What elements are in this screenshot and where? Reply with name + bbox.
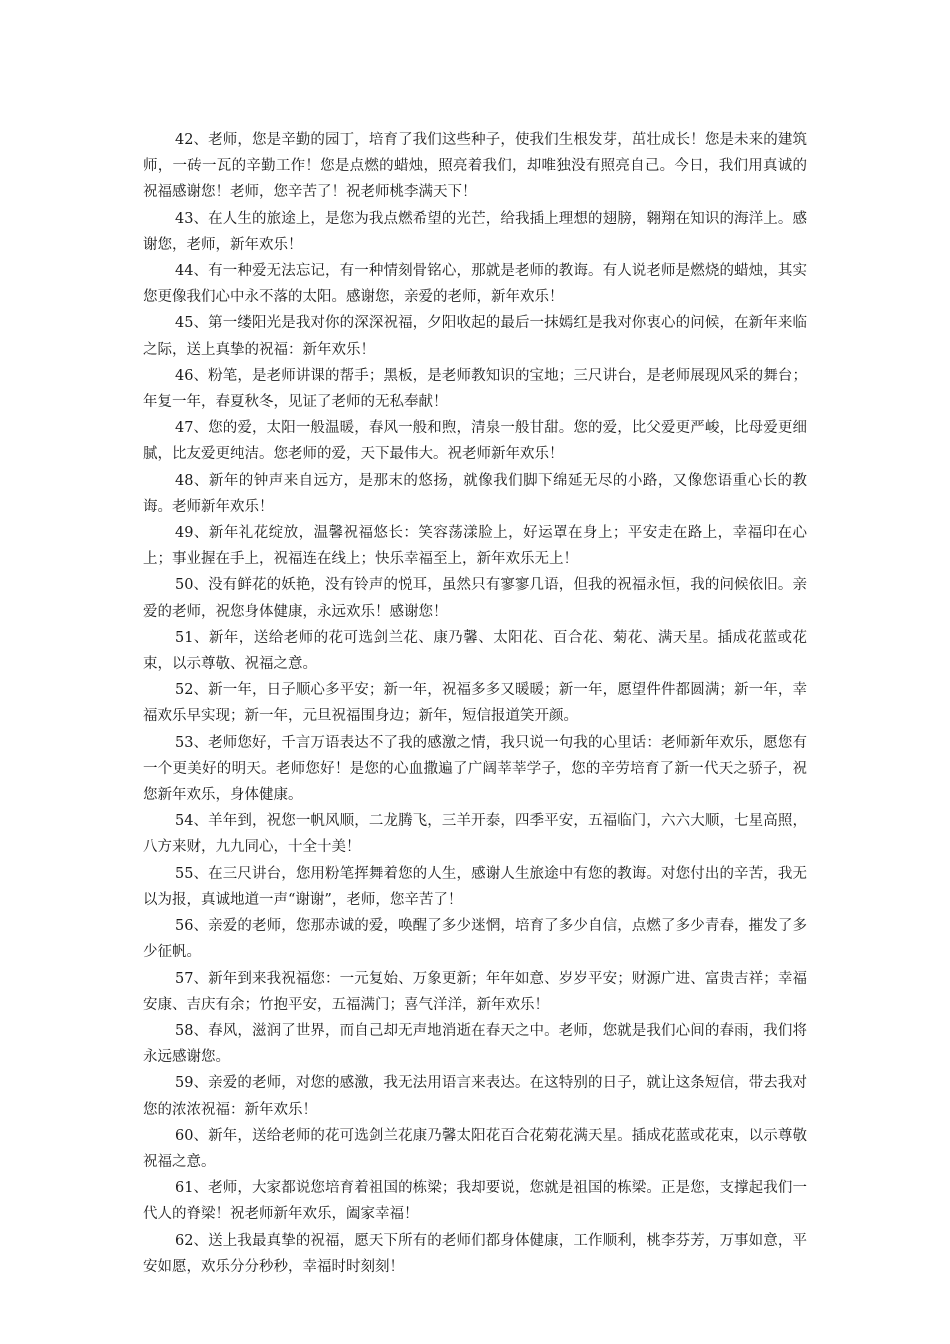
paragraph-45: 45、第一缕阳光是我对你的深深祝福，夕阳收起的最后一抹嫣红是我对你衷心的问候，在新年来临之际，送上真挚的祝福：新年欢乐！ — [143, 315, 807, 358]
paragraph-44: 44、有一种爱无法忘记，有一种情刻骨铭心，那就是老师的教诲。有人说老师是燃烧的蜡烛，其实您更像我们心中永不落的太阳。感谢您，亲爱的老师，新年欢乐！ — [143, 263, 807, 306]
paragraph-47: 47、您的爱，太阳一般温暖，春风一般和煦，清泉一般甘甜。您的爱，比父爱更严峻，比母爱更细腻，比友爱更纯洁。您老师的爱，天下最伟大。祝老师新年欢乐！ — [143, 420, 807, 463]
paragraph-56: 56、亲爱的老师，您那赤诚的爱，唤醒了多少迷惘，培育了多少自信，点燃了多少青春，摧发了多少征帆。 — [143, 918, 807, 961]
paragraph-57: 57、新年到来我祝福您：一元复始、万象更新；年年如意、岁岁平安；财源广进、富贵吉祥；幸福安康、吉庆有余；竹抱平安，五福满门；喜气洋洋，新年欢乐！ — [143, 970, 807, 1013]
paragraph-46: 46、粉笔，是老师讲课的帮手；黑板，是老师教知识的宝地；三尺讲台，是老师展现风采的舞台；年复一年，春夏秋冬，见证了老师的无私奉献！ — [143, 367, 807, 411]
paragraph-60: 60、新年，送给老师的花可选剑兰花康乃馨太阳花百合花菊花满天星。插成花蓝或花束，以示尊敬祝福之意。 — [143, 1127, 807, 1170]
paragraph-48: 48、新年的钟声来自远方，是那末的悠扬，就像我们脚下绵延无尽的小路，又像您语重心长的教诲。老师新年欢乐！ — [143, 472, 807, 515]
paragraph-62: 62、送上我最真挚的祝福，愿天下所有的老师们都身体健康，工作顺利，桃李芬芳，万事如意，平安如愿，欢乐分分秒秒，幸福时时刻刻！ — [143, 1232, 807, 1275]
paragraph-53: 53、老师您好，千言万语表达不了我的感激之情，我只说一句我的心里话：老师新年欢乐，愿您有一个更美好的明天。老师您好！是您的心血撒遍了广阔莘莘学子，您的辛劳培育了新一代天之骄子，祝您新年欢乐，身体健康。 — [143, 734, 807, 804]
paragraph-49: 49、新年礼花绽放，温馨祝福悠长：笑容荡漾脸上，好运罩在身上；平安走在路上，幸福印在心上；事业握在手上，祝福连在线上；快乐幸福至上，新年欢乐无上！ — [143, 525, 807, 568]
paragraph-52: 52、新一年，日子顺心多平安；新一年，祝福多多又暖暖；新一年，愿望件件都圆满；新一年，幸福欢乐早实现；新一年，元旦祝福围身边；新年，短信报道笑开颜。 — [143, 682, 807, 725]
paragraph-59: 59、亲爱的老师，对您的感激，我无法用语言来表达。在这特别的日子，就让这条短信，带去我对您的浓浓祝福：新年欢乐！ — [143, 1075, 807, 1118]
paragraph-55: 55、在三尺讲台，您用粉笔挥舞着您的人生，感谢人生旅途中有您的教诲。对您付出的辛苦，我无以为报，真诚地道一声“谢谢”，老师，您辛苦了！ — [143, 865, 807, 908]
paragraph-42: 42、老师，您是辛勤的园丁，培育了我们这些种子，使我们生根发芽，茁壮成长！您是未来的建筑师，一砖一瓦的辛勤工作！您是点燃的蜡烛，照亮着我们，却唯独没有照亮自己。今日，我们用真诚的祝福感谢您！老师，您辛苦了！祝老师桃李满天下！ — [143, 132, 807, 201]
paragraph-54: 54、羊年到，祝您一帆风顺，二龙腾飞，三羊开泰，四季平安，五福临门，六六大顺，七星高照，八方来财，九九同心，十全十美！ — [143, 813, 807, 856]
paragraph-58: 58、春风，滋润了世界，而自己却无声地消逝在春天之中。老师，您就是我们心间的春雨，我们将永远感谢您。 — [143, 1022, 807, 1066]
document-body — [143, 127, 807, 1280]
paragraph-51: 51、新年，送给老师的花可选剑兰花、康乃馨、太阳花、百合花、菊花、满天星。插成花蓝或花束，以示尊敬、祝福之意。 — [143, 629, 807, 673]
paragraph-61: 61、老师，大家都说您培育着祖国的栋梁；我却要说，您就是祖国的栋梁。正是您，支撑起我们一代人的脊梁！祝老师新年欢乐，阖家幸福！ — [143, 1180, 807, 1223]
paragraph-50: 50、没有鲜花的妖艳，没有铃声的悦耳，虽然只有寥寥几语，但我的祝福永恒，我的问候依旧。亲爱的老师，祝您身体健康，永远欢乐！感谢您！ — [143, 577, 807, 620]
paragraph-43: 43、在人生的旅途上，是您为我点燃希望的光芒，给我插上理想的翅膀，翱翔在知识的海洋上。感谢您，老师，新年欢乐！ — [143, 210, 807, 253]
